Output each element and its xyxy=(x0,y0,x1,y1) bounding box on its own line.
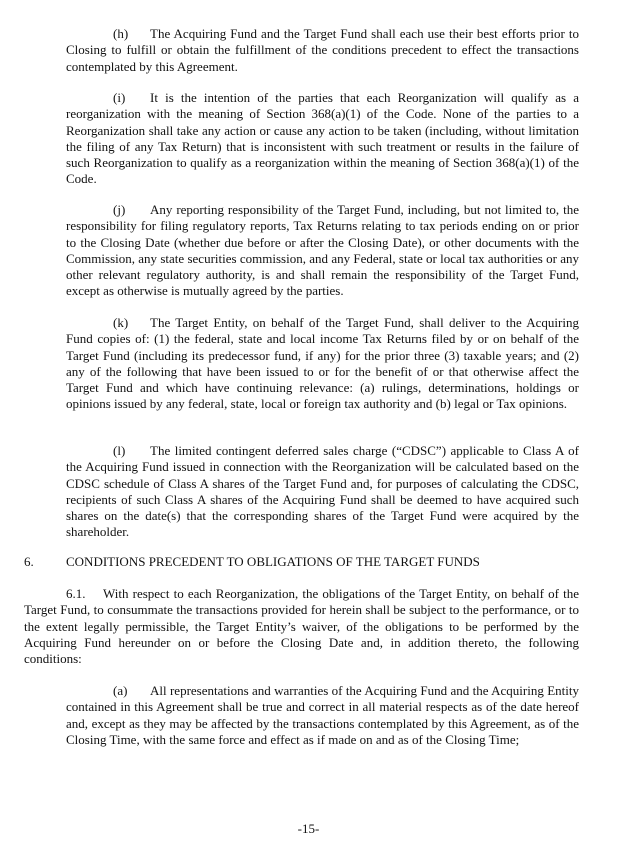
condition-label: (a) xyxy=(113,683,128,698)
subsection-text: With respect to each Reorganization, the obligations of the Target Entity, on behalf of the Target Fund, to consummate the transactions provided for herein shall be subject to the performance, or to the extent legally permissible, the Target Entity’s waiver, of the obligations to be performed by the Acquiring Fund hereunder on or before the Closing Date and, in addition thereto, the following conditions: xyxy=(24,586,579,667)
condition-a xyxy=(66,683,579,748)
paragraph-text: Any reporting responsibility of the Target Fund, including, but not limited to, the responsibility for filing regulatory reports, Tax Returns relating to tax periods ending on or prior to the Closing Date (whether due before or after the Closing Date), or other documents with the Commission, any state securities commission, and any Federal, state or local tax authorities or any other relevant regulatory authority, is and shall remain the responsibility of the Target Fund, except as otherwise is mutually agreed by the parties. xyxy=(66,202,579,299)
paragraph-text: It is the intention of the parties that each Reorganization will qualify as a reorganization with the meaning of Section 368(a)(1) of the Code. None of the parties to a Reorganization shall take any action or cause any action to be taken (including, without limitation the filing of any Tax Return) that is inconsistent with such treatment or results in the failure of such Reorganization to qualify as a reorganization within the meaning of Section 368(a)(1) of the Code. xyxy=(66,90,579,187)
subsection-label: 6.1. xyxy=(66,586,86,601)
paragraph-text: The Target Entity, on behalf of the Target Fund, shall deliver to the Acquiring Fund copies of: (1) the federal, state and local income Tax Returns filed by or on behalf of the Target Fund (including its predecessor fund, if any) for the prior three (3) taxable years; and (2) any of the following that have been issued to or for the benefit of or that otherwise affect the Target Fund and which have continuing relevance: (a) rulings, determinations, holdings or opinions issued by any federal, state, local or foreign tax authority and (b) legal or Tax opinions. xyxy=(66,315,579,412)
paragraph-label: (l) xyxy=(113,443,126,458)
paragraph-label: (j) xyxy=(113,202,126,217)
section-title: CONDITIONS PRECEDENT TO OBLIGATIONS OF THE TARGET FUNDS xyxy=(66,554,480,569)
section-heading xyxy=(24,554,480,570)
section-number: 6. xyxy=(24,554,34,569)
paragraph-h xyxy=(66,26,579,75)
paragraph-text: The limited contingent deferred sales charge (“CDSC”) applicable to Class A of the Acquiring Fund issued in connection with the Reorganization will be calculated based on the CDSC schedule of Class A shares of the Target Fund and, for purposes of calculating the CDSC, recipients of such Class A shares of the Acquiring Fund shall be deemed to have acquired such shares on the date(s) that the corresponding shares of the Target Fund were acquired by the shareholder. xyxy=(66,443,579,540)
paragraph-j xyxy=(66,202,579,300)
paragraph-label: (h) xyxy=(113,26,129,41)
paragraph-text: The Acquiring Fund and the Target Fund shall each use their best efforts prior to Closing to fulfill or obtain the fulfillment of the conditions precedent to effect the transactions contemplated by this Agreement. xyxy=(66,26,579,74)
subsection-6-1 xyxy=(24,586,579,667)
page-number: -15- xyxy=(297,821,320,836)
paragraph-l xyxy=(66,443,579,541)
paragraph-label: (i) xyxy=(113,90,126,105)
paragraph-label: (k) xyxy=(113,315,129,330)
condition-text: All representations and warranties of the Acquiring Fund and the Acquiring Entity contained in this Agreement shall be true and correct in all material respects as of the date hereof and, except as they may be affected by the transactions contemplated by this Agreement, as of the Closing Time, with the same force and effect as if made on and as of the Closing Time; xyxy=(66,683,579,747)
paragraph-i xyxy=(66,90,579,188)
paragraph-k xyxy=(66,315,579,413)
